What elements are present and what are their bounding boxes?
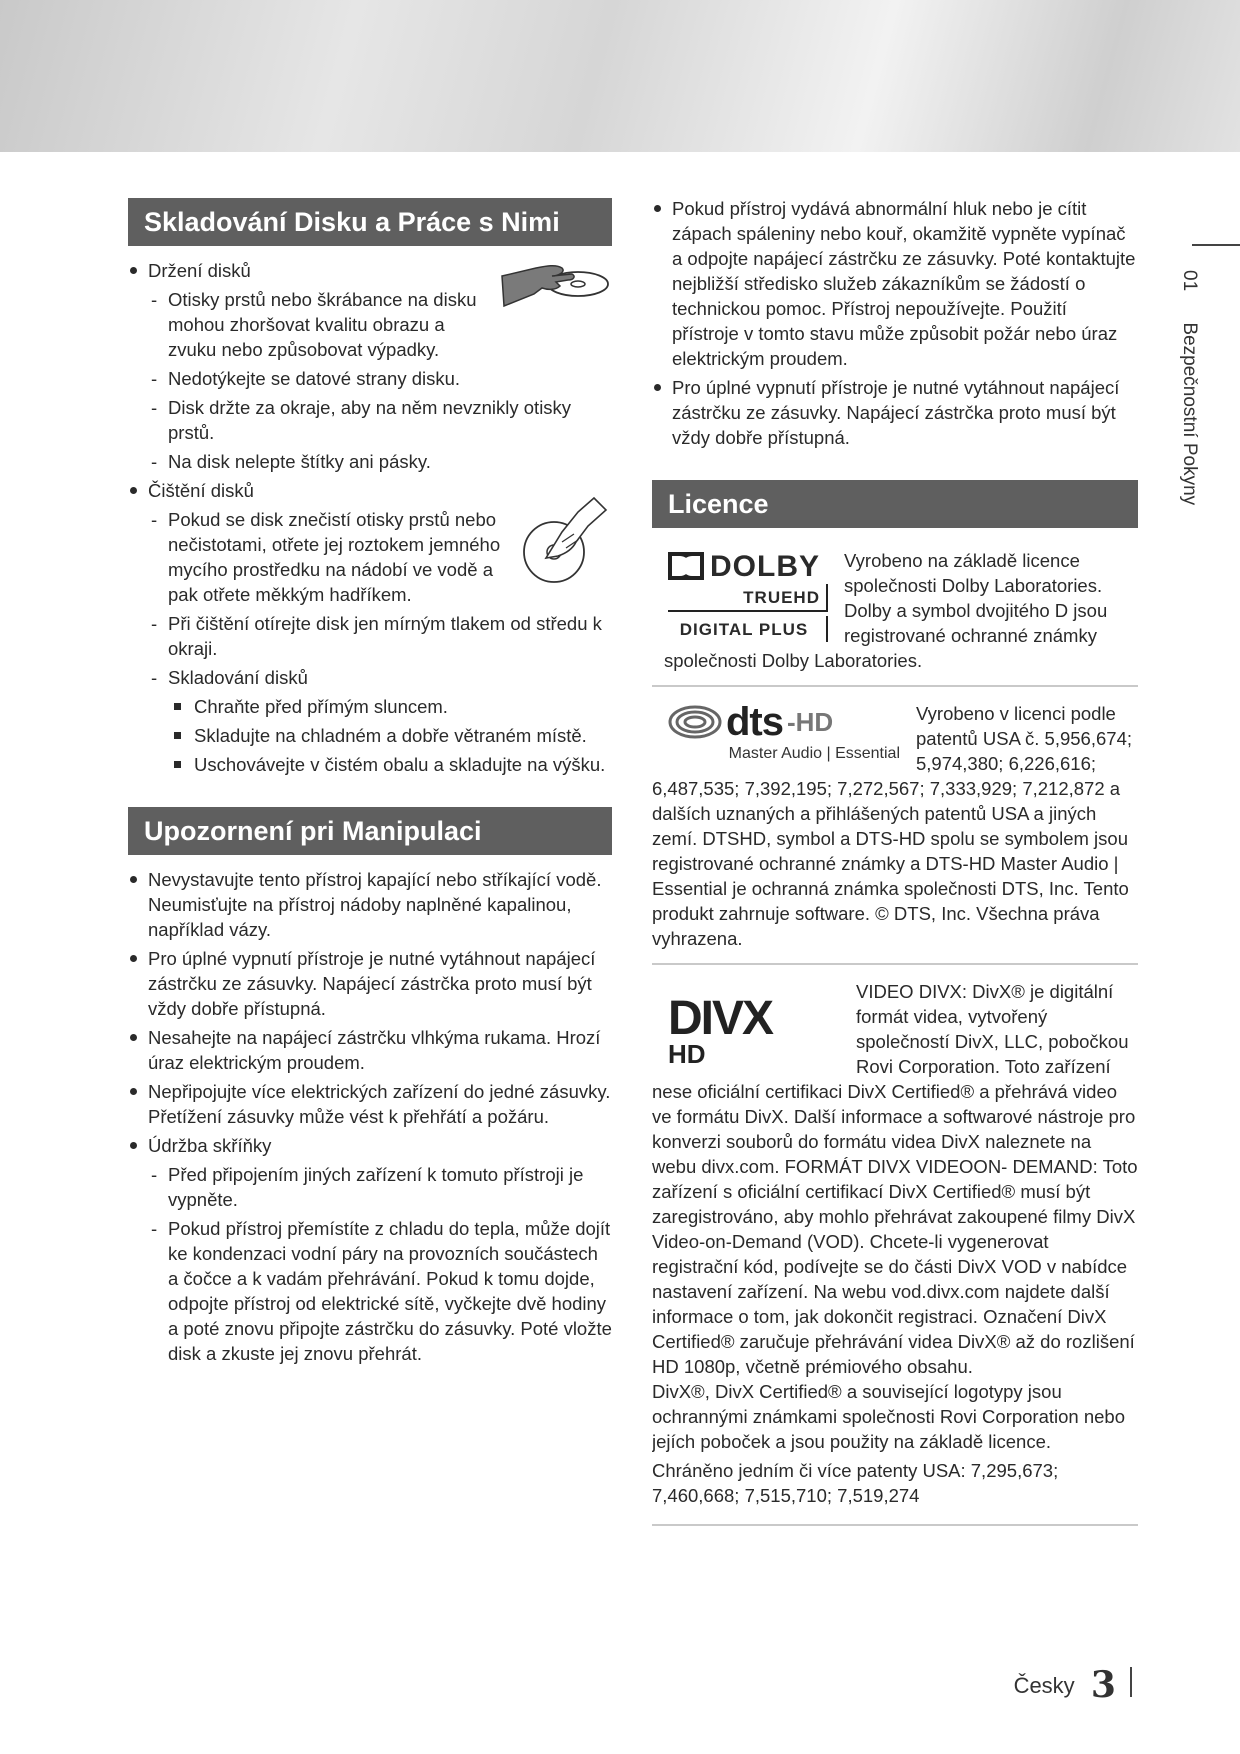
safety-list <box>652 196 1138 450</box>
list-item: Uschovávejte v čistém obalu a skladujte na výšku. <box>168 752 612 777</box>
dolby-logo-word: DOLBY <box>710 549 820 583</box>
divx-logo <box>652 992 840 1069</box>
dts-logo-word: dts <box>726 701 783 744</box>
right-column <box>652 196 1138 1540</box>
dts-block <box>652 701 1138 951</box>
divider <box>652 685 1138 687</box>
dts-logo-hd: -HD <box>787 706 834 737</box>
cleaning-title: Čištění disků <box>148 480 254 501</box>
dts-logo <box>652 701 900 766</box>
list-item: - Disk držte za okraje, aby na něm nevznikly otisky prstů. <box>148 395 612 445</box>
list-item: - Pokud se disk znečistí otisky prstů nebo nečistotami, otřete jej roztokem jemného mycího prostředku na nádobí ve vodě a pak otřete měkkým hadříkem. <box>148 507 612 607</box>
list-item: - Pokud přístroj přemístíte z chladu do tepla, může dojít ke kondenzaci vodní páry na provozních součástech a čočce a k vadám přehrávání. Pokud k tomu dojde, odpojte přístroj od elektrické sítě, vyčkejte dvě hodiny a poté znovu připojte zástrčku do zásuvky. Poté vložte disk a zkuste jej znovu přehrát. <box>148 1216 612 1366</box>
list-item <box>128 1133 612 1366</box>
holding-title: Držení disků <box>148 260 251 281</box>
footer-language: Česky <box>1013 1673 1075 1698</box>
list-item: - Nedotýkejte se datové strany disku. <box>148 366 612 391</box>
storage-title: Skladování disků <box>168 667 308 688</box>
section-title-handling: Upozornení pri Manipulaci <box>128 807 612 855</box>
page-footer <box>1014 1664 1132 1706</box>
list-item: Nevystavujte tento přístroj kapající nebo stříkající vodě. Neumisťujte na přístroj nádoby naplněné kapalinou, například vázy. <box>128 867 612 942</box>
storage-list <box>128 258 612 777</box>
list-item: Nesahejte na napájecí zástrčku vlhkýma rukama. Hrozí úraz elektrickým proudem. <box>128 1025 612 1075</box>
list-item: Nepřipojujte více elektrických zařízení do jedné zásuvky. Přetížení zásuvky může vést k přehřátí a požáru. <box>128 1079 612 1129</box>
page-number: 3 <box>1090 1664 1116 1706</box>
divx-logo-word: DIVX <box>668 992 773 1045</box>
dolby-logo <box>652 549 828 642</box>
side-tab-label: Bezpečnostní Pokyny <box>1179 322 1200 506</box>
divx-text-1: VIDEO DIVX: DivX® je digitální formát videa, vytvořený společností DivX, LLC, pobočkou Rovi Corporation. Toto zařízení nese oficiální certifikaci DivX Certified® a přehrává video ve formátu DivX. Další informace a softwarové nástroje pro konverzi souborů do formátu videa DivX naleznete na webu divx.com. FORMÁT DIVX VIDEOON- DEMAND: Toto zařízení s oficiální certifikací DivX Certified® musí být zaregistrováno, aby mohlo přehrávat zakoupené filmy DivX Video-on-Demand (VOD). Chcete-li vygenerovat registrační kód, podívejte se do části DivX VOD v nabídce nastavení zařízení. Na webu vod.divx.com najdete další informace o tom, jak dokončit registraci. Označení DivX Certified® zaručuje přehrávání videa DivX® až do rozlišení HD 1080p, včetně prémiového obsahu. <box>652 981 1138 1377</box>
list-item: Skladujte na chladném a dobře větraném místě. <box>168 723 612 748</box>
handling-list <box>128 867 612 1366</box>
divx-block <box>652 979 1138 1508</box>
side-tab <box>1178 270 1200 530</box>
dts-rings-icon <box>668 705 722 739</box>
list-item: - Na disk nelepte štítky ani pásky. <box>148 449 612 474</box>
footer-divider <box>1130 1667 1132 1697</box>
section-title-licence: Licence <box>652 480 1138 528</box>
dolby-truehd: TRUEHD <box>743 588 820 607</box>
divider <box>652 1524 1138 1526</box>
list-item <box>128 258 612 474</box>
side-tab-divider <box>1192 244 1240 246</box>
dolby-text: Vyrobeno na základě licence společnosti Dolby Laboratories. Dolby a symbol dvojitého D jsou registrované ochranné známky společnosti Dolby Laboratories. <box>664 550 1108 671</box>
list-item: - Před připojením jiných zařízení k tomuto přístroji je vypněte. <box>148 1162 612 1212</box>
list-item <box>128 478 612 777</box>
dolby-block <box>652 548 1138 673</box>
dolby-double-d-icon <box>668 552 704 580</box>
care-title: Údržba skříňky <box>148 1135 272 1156</box>
dts-text: Vyrobeno v licenci podle patentů USA č. 5,956,674; 5,974,380; 6,226,616; 6,487,535; 7,392,195; 7,272,567; 7,333,929; 7,212,872 a dalších uznaných a přihlášených patentů USA a jiných zemí. DTSHD, symbol a DTS-HD spolu se symbolem jsou registrované ochranné známky a DTS-HD Master Audio | Essential je ochranná známka společnosti DTS, Inc. Tento produkt zahrnuje software. © DTS, Inc. Všechna práva vyhrazena. <box>652 703 1132 949</box>
left-column <box>128 198 612 1370</box>
list-item: - Při čištění otírejte disk jen mírným tlakem od středu k okraji. <box>148 611 612 661</box>
side-tab-number: 01 <box>1179 270 1200 292</box>
section-title-storage: Skladování Disku a Práce s Nimi <box>128 198 612 246</box>
divider <box>652 963 1138 965</box>
list-item: - Otisky prstů nebo škrábance na disku mohou zhoršovat kvalitu obrazu a zvuku nebo způsobovat výpadky. <box>148 287 612 362</box>
dolby-digital-plus: DIGITAL PLUS <box>679 620 809 639</box>
list-item: Chraňte před přímým sluncem. <box>168 694 612 719</box>
header-band <box>0 0 1240 152</box>
dts-logo-sub: Master Audio | Essential <box>728 745 900 762</box>
divx-logo-hd: HD <box>668 1039 706 1069</box>
divx-text-3: Chráněno jedním či více patenty USA: 7,295,673; 7,460,668; 7,515,710; 7,519,274 <box>652 1460 1059 1506</box>
list-item <box>148 665 612 777</box>
list-item: Pro úplné vypnutí přístroje je nutné vytáhnout napájecí zástrčku ze zásuvky. Napájecí zástrčka proto musí být vždy dobře přístupná. <box>652 375 1138 450</box>
list-item: Pro úplné vypnutí přístroje je nutné vytáhnout napájecí zástrčku ze zásuvky. Napájecí zástrčka proto musí být vždy dobře přístupná. <box>128 946 612 1021</box>
list-item: Pokud přístroj vydává abnormální hluk nebo je cítit zápach spáleniny nebo kouř, okamžitě vypněte vypínač a odpojte napájecí zástrčku ze zásuvky. Poté kontaktujte nejbližší středisko služeb zákazníkům se žádostí o technickou pomoc. Přístroj nepoužívejte. Použití přístroje v tomto stavu může způsobit požár nebo úraz elektrickým proudem. <box>652 196 1138 371</box>
divx-text-2: DivX®, DivX Certified® a související logotypy jsou ochrannými známkami společnosti Rovi Corporation nebo jejích poboček a jsou použity na základě licence. <box>652 1381 1126 1452</box>
